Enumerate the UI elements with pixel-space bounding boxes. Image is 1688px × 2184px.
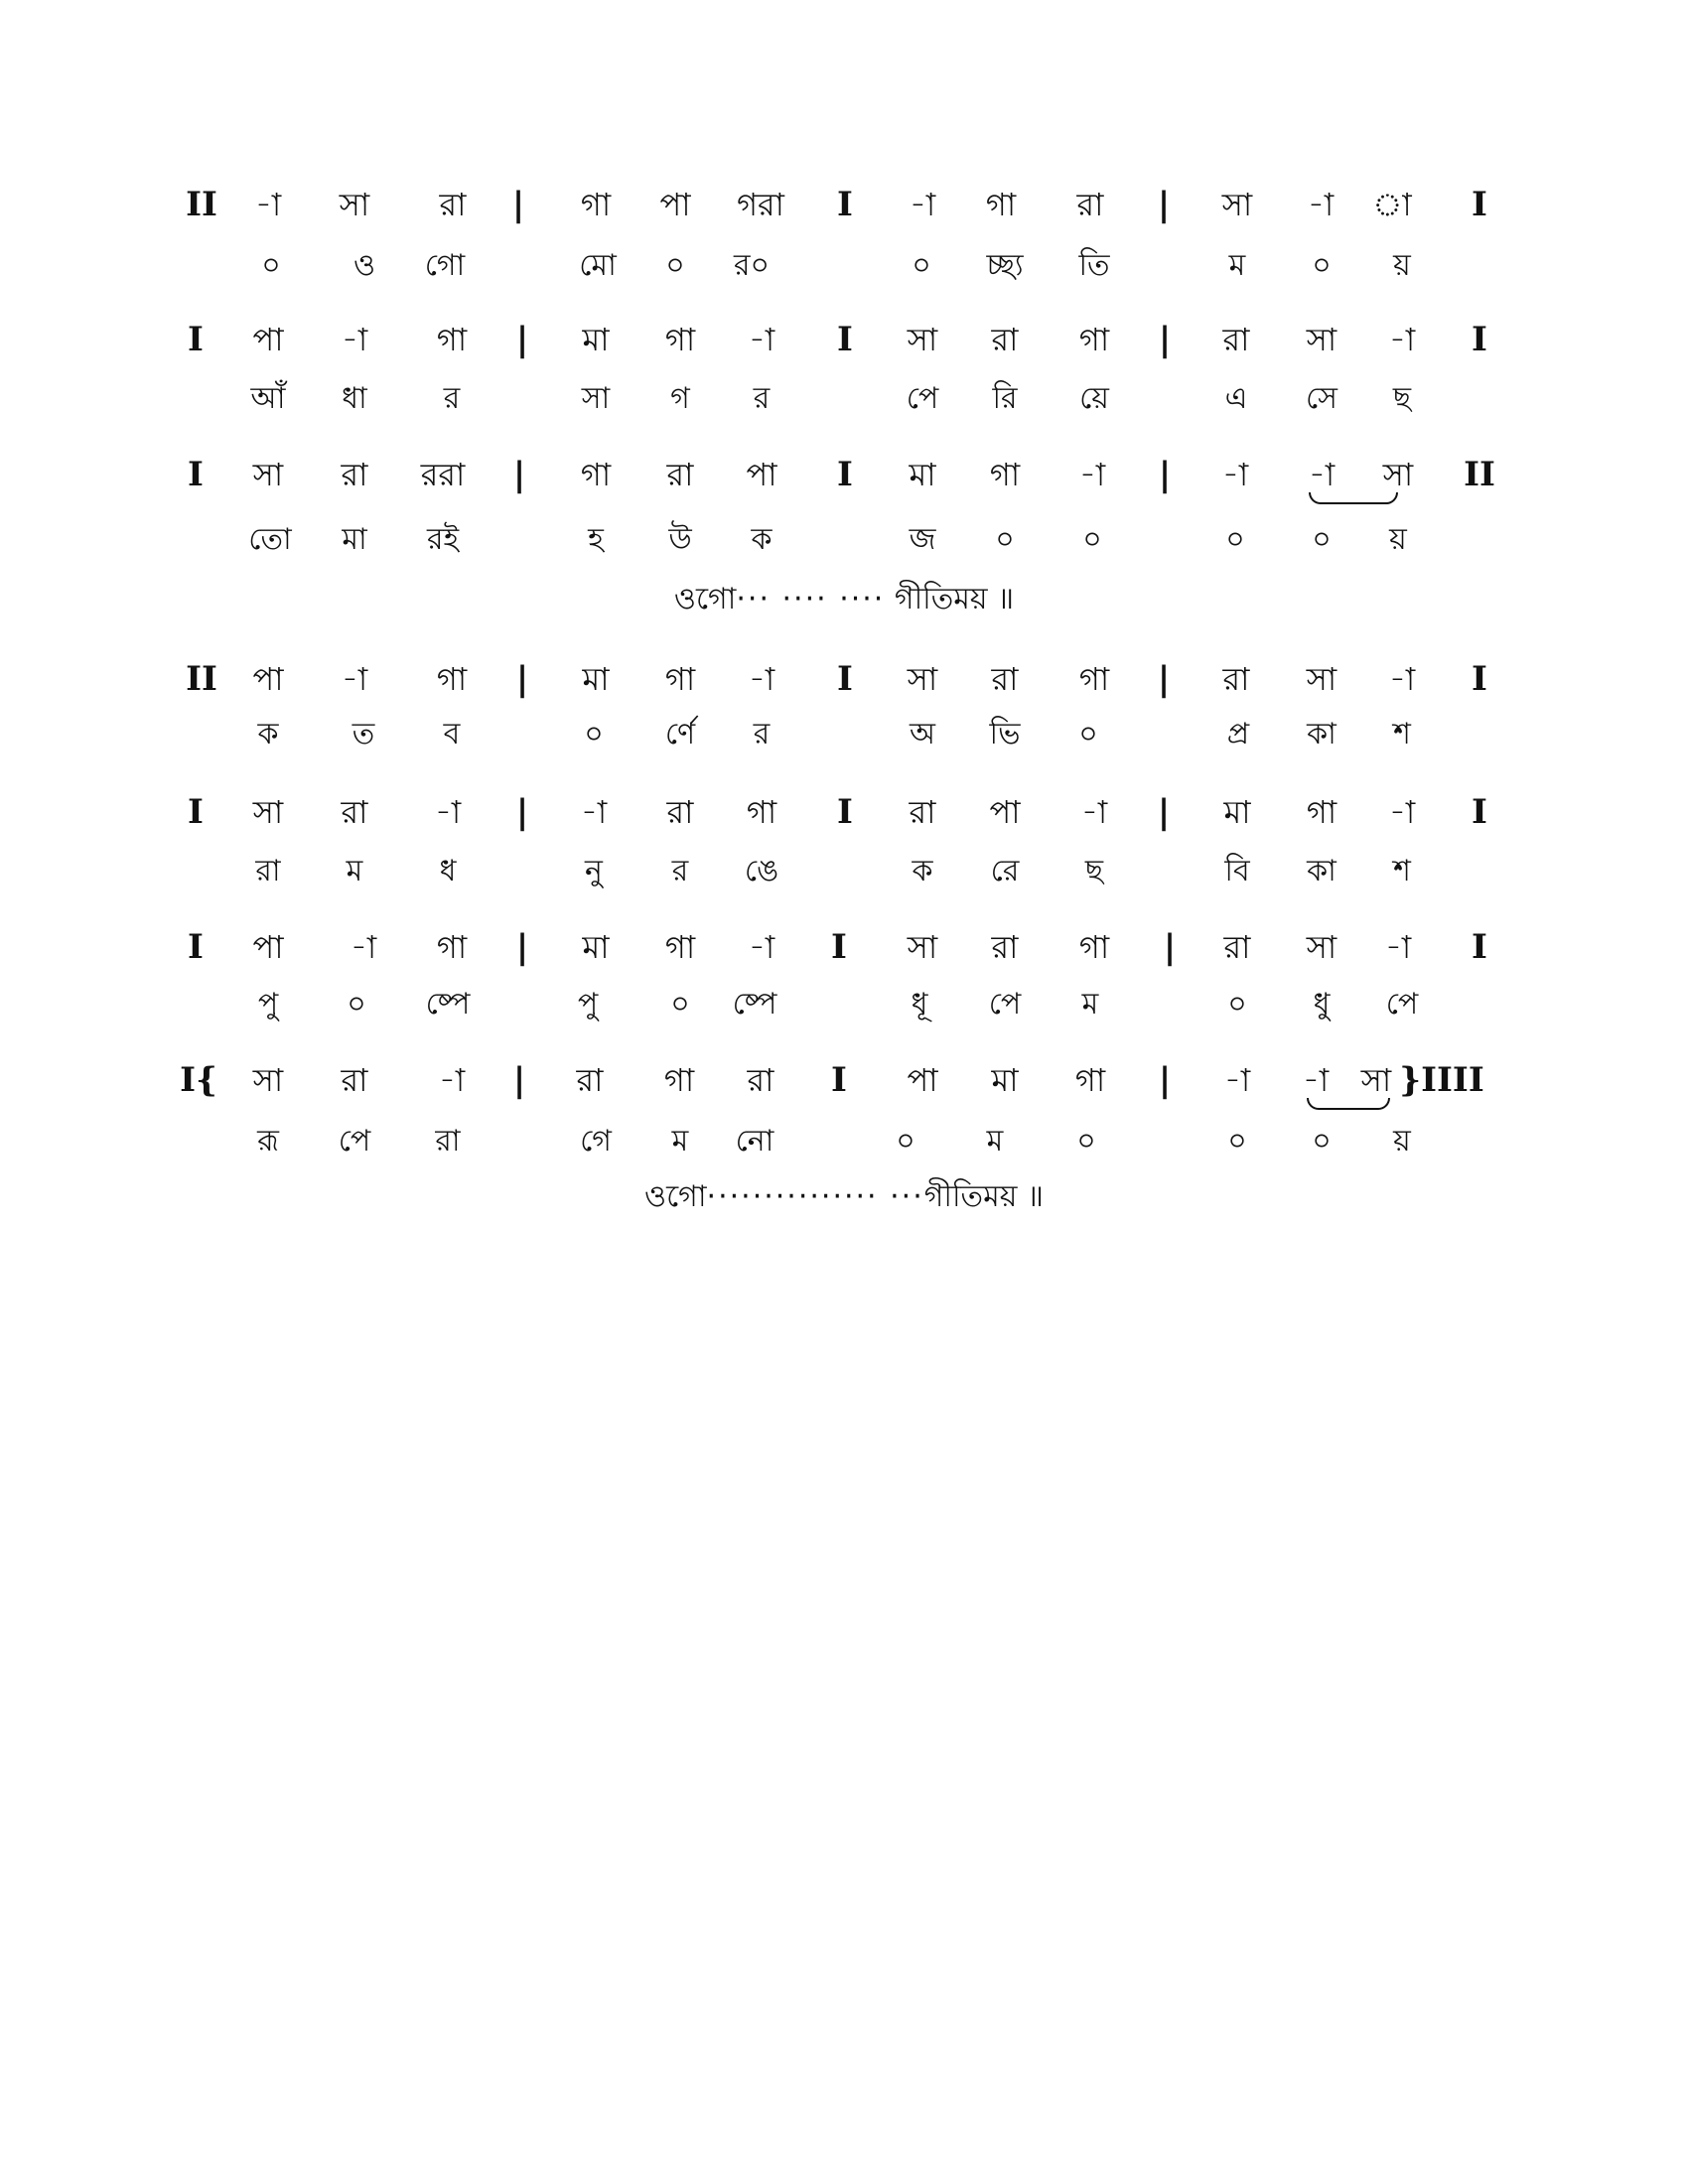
swara-note: -া — [1388, 660, 1416, 698]
swara-note: গা — [580, 456, 612, 493]
lyric-syllable: য় — [1393, 1124, 1411, 1159]
lyric-syllable: নো — [735, 1124, 774, 1159]
barline: I — [837, 320, 853, 359]
swara-note: সা — [1306, 321, 1337, 358]
swara-note: -া — [438, 1061, 466, 1099]
lyric-syllable: রা — [255, 854, 281, 888]
swara-note: রা — [341, 1061, 368, 1099]
lyric-syllable: ক — [257, 717, 279, 751]
swara-note: গা — [436, 660, 468, 698]
barline-start: I — [188, 927, 204, 967]
lyric-syllable: তি — [1078, 248, 1110, 283]
barline-end: I — [1472, 792, 1487, 832]
lyric-syllable: ম — [671, 1124, 689, 1159]
lyric-syllable: ম — [1081, 987, 1099, 1022]
barline: | — [1158, 455, 1172, 494]
lyric-syllable: কা — [1307, 854, 1336, 888]
swara-note: গা — [1306, 793, 1337, 831]
swara-note: -া — [909, 186, 936, 223]
lyric-syllable: ০ — [1227, 1124, 1247, 1159]
swara-note: সা — [1360, 1061, 1392, 1099]
barline-end: I — [1472, 320, 1487, 359]
refrain-start: ওগো — [644, 1179, 707, 1214]
lyric-syllable: পে — [338, 1124, 371, 1159]
swara-note: -া — [341, 660, 368, 698]
barline-end: I — [1472, 659, 1487, 699]
refrain-line — [0, 1177, 1688, 1217]
swara-note: গা — [436, 928, 468, 966]
swara-note: পা — [746, 456, 777, 493]
lyric-syllable: গ — [670, 381, 690, 416]
barline: | — [1163, 927, 1177, 967]
swara-note: গা — [663, 1061, 695, 1099]
lyric-syllable: পে — [988, 987, 1022, 1022]
swara-note: পা — [659, 186, 691, 223]
lyric-syllable: র — [443, 381, 461, 416]
lyric-syllable: অ — [910, 717, 935, 751]
swara-note: -া — [1388, 793, 1416, 831]
lyric-syllable: চ্ছ্য — [986, 248, 1024, 283]
lyric-syllable: ০ — [912, 248, 931, 283]
barline: I — [831, 1060, 847, 1100]
swara-note: রা — [1222, 660, 1250, 698]
lyric-syllable: র — [671, 854, 689, 888]
lyric-syllable: র্ণে — [664, 717, 696, 751]
barline-start: I{ — [180, 1060, 217, 1100]
lyric-syllable: র — [753, 717, 771, 751]
lyric-syllable: ০ — [670, 987, 690, 1022]
lyric-syllable: য়ে — [1079, 381, 1109, 416]
swara-note: সা — [252, 456, 284, 493]
lyric-syllable: রূ — [257, 1124, 279, 1159]
lyric-syllable: ০ — [665, 248, 685, 283]
swara-note: রা — [341, 793, 368, 831]
lyric-syllable: ধূ — [911, 987, 928, 1022]
swara-note: পা — [252, 321, 284, 358]
swara-note: মা — [1223, 793, 1251, 831]
swara-note: গা — [436, 321, 468, 358]
slur-mark — [1307, 1098, 1390, 1110]
lyric-syllable: প্র — [1226, 717, 1250, 751]
barline: | — [512, 455, 526, 494]
swara-note: মা — [582, 660, 610, 698]
slur-mark — [1309, 492, 1398, 504]
swara-note: সা — [907, 660, 938, 698]
barline-start: II — [186, 659, 217, 699]
lyric-syllable: ছ — [1392, 381, 1412, 416]
lyric-syllable: নু — [585, 854, 603, 888]
swara-note: -া — [1078, 456, 1106, 493]
barline: | — [512, 1060, 526, 1100]
refrain-line — [0, 580, 1688, 619]
lyric-syllable: ০ — [1225, 522, 1245, 557]
lyric-syllable: ধা — [342, 381, 367, 416]
lyric-syllable: তো — [248, 522, 292, 557]
swara-note: গা — [1078, 928, 1110, 966]
lyric-syllable: আঁ — [250, 381, 286, 416]
barline: I — [837, 455, 853, 494]
swara-note: -া — [748, 928, 775, 966]
swara-note: গা — [989, 456, 1021, 493]
swara-note: -া — [350, 928, 377, 966]
lyric-syllable: গো — [424, 248, 466, 283]
lyric-syllable: ০ — [995, 522, 1015, 557]
lyric-syllable: ০ — [1312, 522, 1332, 557]
lyric-syllable: ক — [912, 854, 933, 888]
barline: I — [837, 659, 853, 699]
swara-note: সা — [252, 1061, 284, 1099]
swara-note: পা — [252, 660, 284, 698]
barline: I — [831, 927, 847, 967]
lyric-syllable: ব — [443, 717, 461, 751]
lyric-syllable: ম — [1228, 248, 1246, 283]
refrain-ellipsis: ··············· ··· — [706, 1179, 924, 1214]
lyric-syllable: মা — [342, 522, 367, 557]
lyric-syllable: সে — [1306, 381, 1337, 416]
lyric-syllable: মো — [579, 248, 617, 283]
lyric-syllable: সা — [581, 381, 611, 416]
lyric-syllable: গে — [580, 1124, 612, 1159]
lyric-syllable: য় — [1393, 248, 1411, 283]
swara-note: রা — [1222, 321, 1250, 358]
swara-note: রা — [576, 1061, 604, 1099]
barline: | — [1157, 792, 1171, 832]
lyric-syllable: ম — [986, 1124, 1004, 1159]
swara-note: রা — [1076, 186, 1104, 223]
refrain-close: ॥ — [997, 582, 1015, 616]
swara-note: -া — [1307, 186, 1335, 223]
barline: | — [515, 927, 529, 967]
barline: | — [515, 320, 529, 359]
swara-note: গরা — [737, 186, 784, 223]
lyric-syllable: হ — [588, 522, 604, 557]
lyric-syllable: র — [753, 381, 771, 416]
swara-note: রা — [991, 660, 1019, 698]
lyric-syllable: পু — [257, 987, 279, 1022]
lyric-syllable: ০ — [1227, 987, 1247, 1022]
barline: | — [1157, 659, 1171, 699]
swara-note: রা — [666, 793, 694, 831]
barline-start: I — [188, 455, 204, 494]
barline: | — [1157, 185, 1171, 224]
lyric-syllable: উ — [668, 522, 692, 557]
lyric-syllable: ম — [346, 854, 363, 888]
refrain-end: গীতিময় — [894, 582, 988, 616]
swara-note: সা — [907, 321, 938, 358]
swara-note: গা — [985, 186, 1017, 223]
refrain-start: ওগো — [673, 582, 737, 616]
lyric-syllable: পু — [577, 987, 599, 1022]
swara-note: সা — [907, 928, 938, 966]
swara-note: গা — [1074, 1061, 1106, 1099]
swara-note: রা — [991, 928, 1019, 966]
lyric-syllable: ধু — [1313, 987, 1331, 1022]
swara-note: সা — [339, 186, 370, 223]
lyric-syllable: শ — [1393, 854, 1411, 888]
lyric-syllable: কা — [1307, 717, 1336, 751]
swara-note: মা — [582, 321, 610, 358]
swara-note: পা — [252, 928, 284, 966]
lyric-syllable: বি — [1224, 854, 1250, 888]
barline-start: II — [186, 185, 217, 224]
swara-note: -া — [748, 660, 775, 698]
lyric-syllable: পে — [906, 381, 939, 416]
swara-note: -া — [580, 793, 608, 831]
swara-note: -া — [1308, 456, 1336, 493]
swara-note: সা — [1382, 456, 1414, 493]
lyric-syllable: ০ — [1312, 248, 1332, 283]
swara-note: -া — [1221, 456, 1249, 493]
swara-note: রা — [439, 186, 467, 223]
swara-note: সা — [1306, 660, 1337, 698]
lyric-syllable: ০ — [1312, 1124, 1332, 1159]
barline-end: I — [1472, 185, 1487, 224]
barline: I — [837, 792, 853, 832]
swara-note: গা — [580, 186, 612, 223]
lyric-syllable: ষ্পে — [425, 987, 471, 1022]
lyric-syllable: ০ — [896, 1124, 915, 1159]
lyric-syllable: ধ — [439, 854, 457, 888]
lyric-syllable: ভি — [989, 717, 1021, 751]
lyric-syllable: পে — [1385, 987, 1419, 1022]
barline-start: I — [188, 320, 204, 359]
lyric-syllable: ষ্পে — [732, 987, 777, 1022]
swara-note: রা — [1223, 928, 1251, 966]
refrain-ellipsis: ··· ···· ···· — [736, 582, 886, 616]
swara-note: -া — [341, 321, 368, 358]
swara-note: -া — [1080, 793, 1108, 831]
lyric-syllable: ০ — [1082, 522, 1102, 557]
swara-note: গা — [664, 321, 696, 358]
barline: I — [837, 185, 853, 224]
swara-note: -া — [1388, 321, 1416, 358]
barline: | — [1158, 1060, 1172, 1100]
swara-note: গা — [664, 928, 696, 966]
lyric-syllable: ঙে — [744, 854, 779, 888]
lyric-syllable: ০ — [261, 248, 281, 283]
barline: | — [511, 185, 525, 224]
swara-note: সা — [252, 793, 284, 831]
swara-note: মা — [909, 456, 936, 493]
barline-end: }IIII — [1399, 1060, 1484, 1100]
swara-note: -া — [434, 793, 462, 831]
lyric-syllable: শ — [1393, 717, 1411, 751]
lyric-syllable: জ — [909, 522, 936, 557]
barline: | — [1158, 320, 1172, 359]
barline-start: I — [188, 792, 204, 832]
lyric-syllable: ক — [751, 522, 773, 557]
swara-note: রা — [747, 1061, 774, 1099]
swara-note: -া — [1384, 928, 1412, 966]
swara-note: -া — [1302, 1061, 1330, 1099]
swara-note: ররা — [420, 456, 466, 493]
barline-end: II — [1464, 455, 1495, 494]
swara-note: গা — [746, 793, 777, 831]
swara-note: া — [1372, 186, 1412, 223]
swara-note: রা — [666, 456, 694, 493]
barline: | — [515, 659, 529, 699]
swara-note: সা — [1221, 186, 1253, 223]
lyric-syllable: রি — [992, 381, 1018, 416]
lyric-syllable: র০ — [733, 248, 771, 283]
swara-note: গা — [1078, 660, 1110, 698]
swara-note: মা — [991, 1061, 1019, 1099]
lyric-syllable: ০ — [1078, 717, 1098, 751]
lyric-syllable: রা — [435, 1124, 461, 1159]
refrain-end: গীতিময় — [923, 1179, 1018, 1214]
swara-note: রা — [341, 456, 368, 493]
lyric-syllable: রই — [426, 522, 460, 557]
lyric-syllable: ০ — [1076, 1124, 1096, 1159]
lyric-syllable: ও — [352, 248, 376, 283]
swara-note: -া — [748, 321, 775, 358]
swara-note: গা — [664, 660, 696, 698]
swara-note: পা — [989, 793, 1021, 831]
lyric-syllable: রে — [990, 854, 1020, 888]
lyric-syllable: ছ — [1084, 854, 1104, 888]
swara-note: সা — [1306, 928, 1337, 966]
swara-note: পা — [907, 1061, 938, 1099]
lyric-syllable: ০ — [347, 987, 366, 1022]
swara-note: রা — [909, 793, 936, 831]
swara-note: গা — [1078, 321, 1110, 358]
lyric-syllable: ত — [352, 717, 375, 751]
swara-note: -া — [1223, 1061, 1251, 1099]
barline-end: I — [1472, 927, 1487, 967]
lyric-syllable: এ — [1224, 381, 1248, 416]
lyric-syllable: ০ — [584, 717, 604, 751]
lyric-syllable: য় — [1389, 522, 1407, 557]
swara-note: রা — [991, 321, 1019, 358]
swara-note: মা — [582, 928, 610, 966]
refrain-close: ॥ — [1026, 1179, 1044, 1214]
swara-note: -া — [254, 186, 282, 223]
barline: | — [515, 792, 529, 832]
